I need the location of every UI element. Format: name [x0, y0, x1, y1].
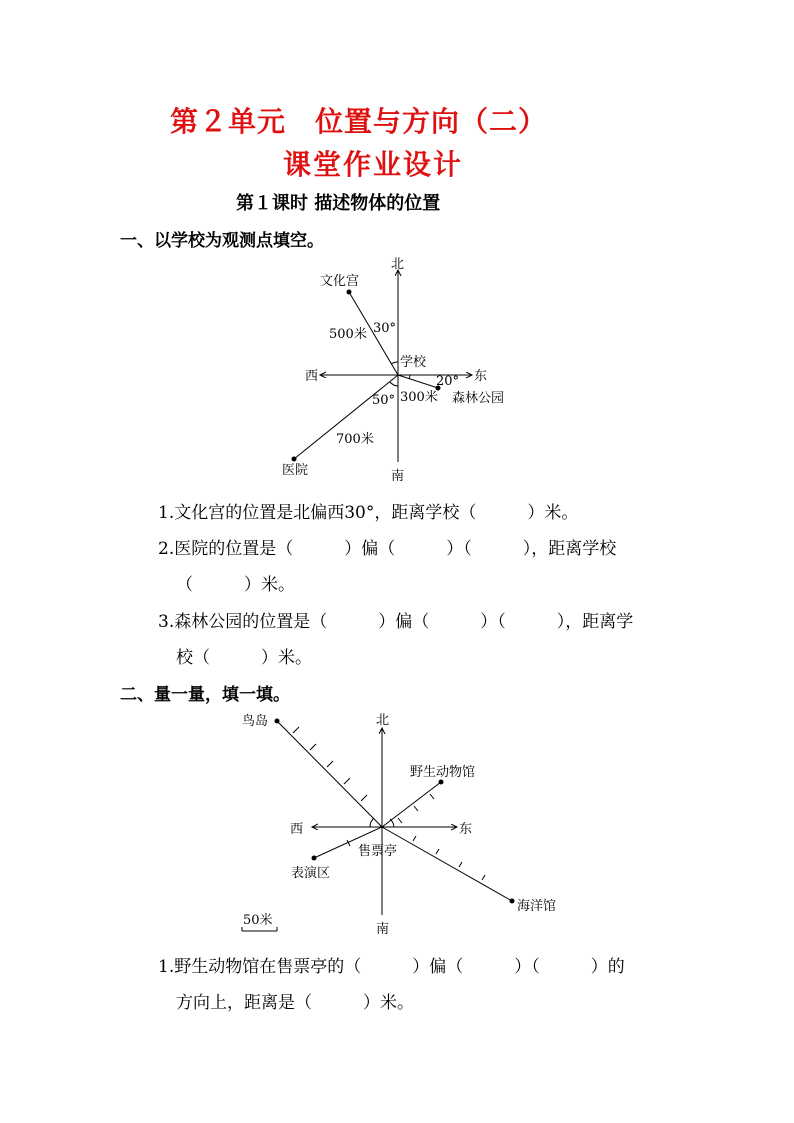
- question-1-2: 2.医院的位置是（ ）偏（ ）（ ），距离学校: [158, 539, 617, 559]
- page-subtitle: 课堂作业设计: [283, 148, 464, 181]
- label-north-2: 北: [376, 713, 390, 728]
- page-title: 第２单元 位置与方向（二）: [170, 105, 548, 138]
- label-west: 西: [305, 369, 319, 384]
- ray-haiyangguan: [382, 827, 512, 901]
- label-east: 东: [474, 369, 488, 384]
- point-wenhuagong: [347, 290, 352, 295]
- point-haiyangguan: [510, 899, 515, 904]
- question-1-1: 1.文化宫的位置是北偏西30°，距离学校（ ）米。: [158, 503, 579, 523]
- question-1-3-cont: 校（ ）米。: [176, 648, 312, 668]
- label-south-2: 南: [376, 922, 390, 937]
- point-yeshengdongwuguan: [439, 780, 444, 785]
- question-2-1-cont: 方向上，距离是（ ）米。: [176, 993, 414, 1013]
- label-center: 学校: [400, 355, 427, 370]
- point-yiyuan: [292, 457, 297, 462]
- label-south: 南: [391, 469, 405, 484]
- compass-diagram-2: [0, 700, 794, 940]
- label-biaoyanqu: 表演区: [291, 866, 331, 881]
- label-scale: 50米: [243, 913, 273, 928]
- label-west-2: 西: [290, 822, 304, 837]
- question-1-3: 3.森林公园的位置是（ ）偏（ ）（ ），距离学: [158, 612, 634, 632]
- label-50deg: 50°: [372, 393, 396, 408]
- label-east-2: 东: [459, 822, 473, 837]
- label-yiyuan: 医院: [282, 463, 309, 478]
- label-niaodao: 鸟岛: [242, 714, 269, 729]
- label-700m: 700米: [336, 432, 374, 447]
- label-north: 北: [391, 257, 405, 272]
- point-niaodao: [275, 719, 280, 724]
- question-2-1: 1.野生动物馆在售票亭的（ ）偏（ ）（ ）的: [158, 957, 625, 977]
- lesson-title: 第１课时 描述物体的位置: [236, 193, 441, 214]
- label-500m: 500米: [329, 327, 367, 342]
- ray-niaodao: [277, 721, 382, 827]
- label-300m: 300米: [400, 390, 438, 405]
- label-yeshengdongwuguan: 野生动物馆: [410, 765, 476, 780]
- question-1-2-cont: （ ）米。: [176, 575, 295, 595]
- ray-senlingongyuan: [398, 375, 438, 388]
- compass-diagram-1: [0, 0, 794, 490]
- label-20deg: 20°: [436, 374, 460, 389]
- label-senlingongyuan: 森林公园: [452, 391, 505, 406]
- section2-heading: 二、量一量，填一填。: [120, 685, 290, 705]
- point-biaoyanqu: [312, 856, 317, 861]
- label-haiyangguan: 海洋馆: [517, 899, 557, 914]
- label-wenhuagong: 文化宫: [320, 274, 360, 289]
- label-30deg: 30°: [373, 321, 397, 336]
- section1-heading: 一、以学校为观测点填空。: [120, 231, 324, 251]
- label-center-2: 售票亭: [358, 844, 398, 859]
